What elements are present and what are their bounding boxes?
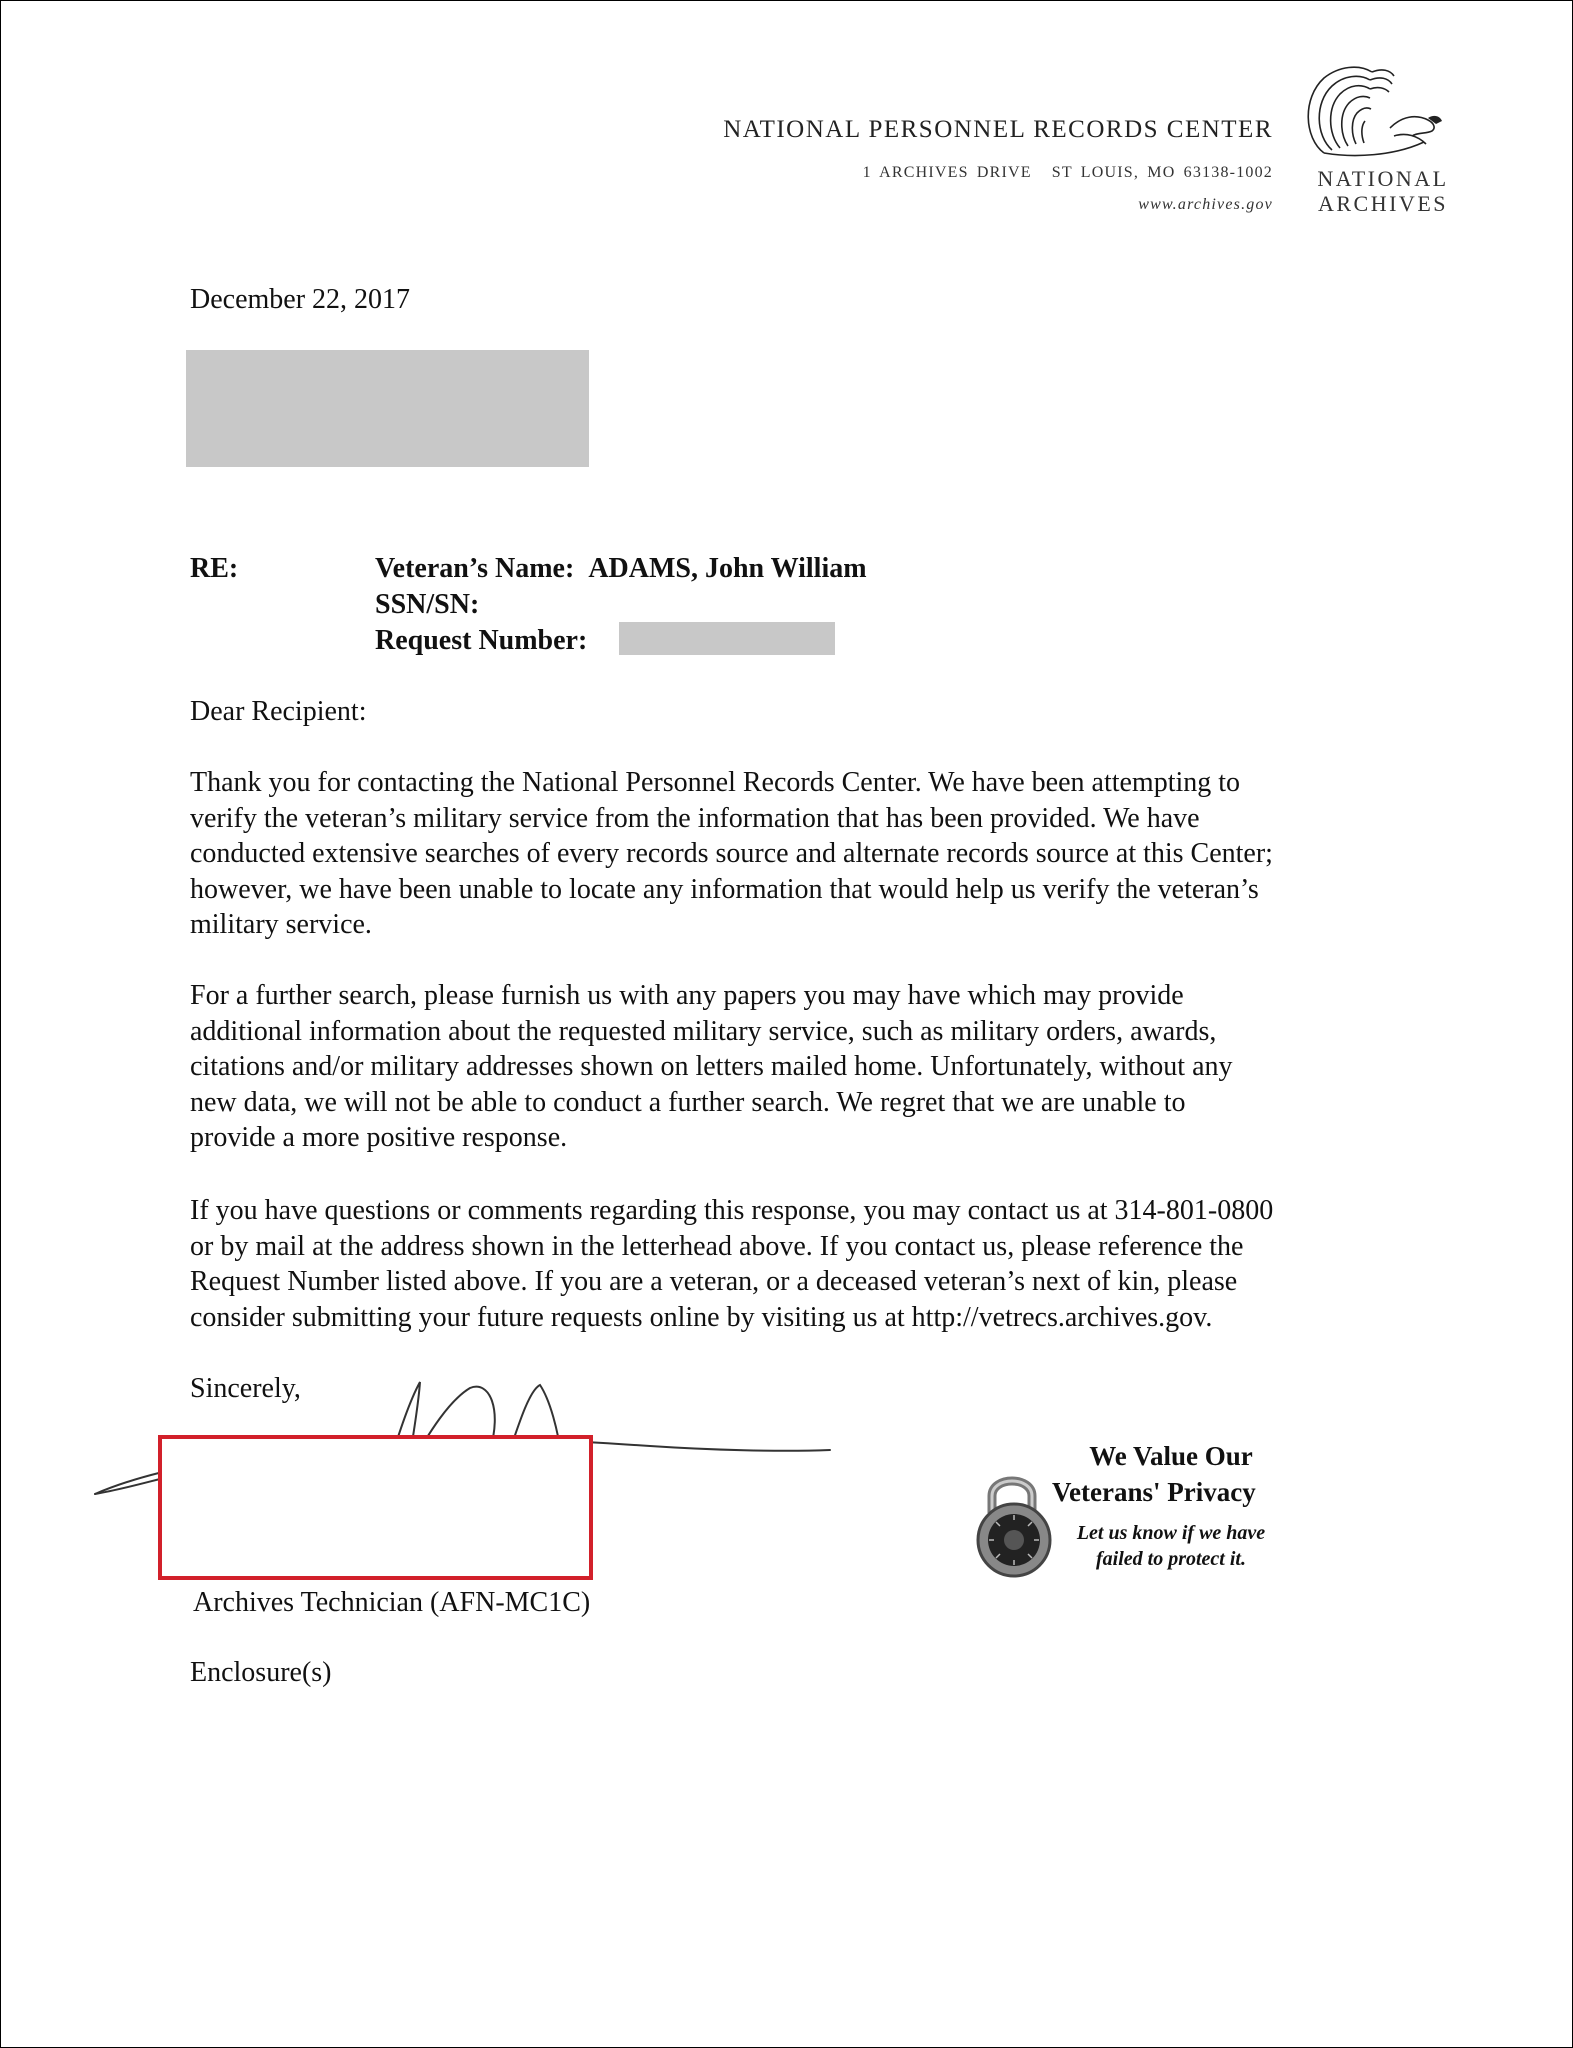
paragraph-line: new data, we will not be able to conduct a further search. We regret that we are unable to [190, 1086, 1186, 1118]
paragraph-2 [190, 978, 1233, 1156]
request-number-label: Request Number: [375, 625, 588, 656]
paragraph-line: provide a more positive response. [190, 1122, 568, 1153]
re-label: RE: [190, 553, 239, 584]
paragraph-line: Request Number listed above. If you are a veteran, or a deceased veteran’s next of kin, please [190, 1266, 1238, 1297]
redacted-recipient-address [186, 350, 589, 467]
wordmark-line2: ARCHIVES [1317, 191, 1448, 216]
paragraph-line: verify the veteran’s military service from the information that has been provided. We have [190, 802, 1200, 834]
signer-title: Archives Technician (AFN-MC1C) [193, 1587, 591, 1618]
paragraph-line: For a further search, please furnish us with any papers you may have which may provide [190, 980, 1184, 1011]
paragraph-line: If you have questions or comments regarding this response, you may contact us at 314-801-0800 [190, 1195, 1274, 1226]
paragraph-line: citations and/or military addresses shown on letters mailed home. Unfortunately, without any [190, 1051, 1233, 1082]
ssn-label: SSN/SN: [375, 589, 480, 620]
letter-date: December 22, 2017 [190, 284, 411, 315]
paragraph-3 [190, 1193, 1273, 1335]
paragraph-line: consider submitting your future requests online by visiting us at http://vetrecs.archives.gov. [190, 1301, 1213, 1333]
veteran-name-value: ADAMS, John William [588, 553, 867, 584]
letterhead-city: ST LOUIS, MO 63138-1002 [1051, 164, 1273, 181]
veteran-name-line [375, 551, 867, 587]
letterhead-org-name: NATIONAL PERSONNEL RECORDS CENTER [723, 116, 1273, 143]
privacy-title-line1: We Value Our [1089, 1441, 1253, 1471]
privacy-sub-line1: Let us know if we have [1076, 1522, 1266, 1544]
salutation: Dear Recipient: [190, 696, 367, 727]
signer-name-highlight-box [158, 1435, 593, 1580]
paragraph-line: military service. [190, 909, 372, 940]
letterhead-street: 1 ARCHIVES DRIVE [862, 164, 1032, 181]
letterhead-website: www.archives.gov [1138, 196, 1273, 213]
national-archives-eagle-logo [1294, 58, 1464, 168]
paragraph-line: additional information about the requested military service, such as military orders, awards, [190, 1015, 1217, 1047]
wordmark-line1: NATIONAL [1317, 166, 1449, 191]
paragraph-line: conducted extensive searches of every records source and alternate records source at this Center; [190, 838, 1273, 869]
privacy-title-line2: Veterans' Privacy [1052, 1477, 1256, 1507]
enclosure: Enclosure(s) [190, 1657, 332, 1688]
paragraph-line: however, we have been unable to locate any information that would help us verify the veteran’s [190, 873, 1259, 905]
padlock-icon [970, 1468, 1060, 1578]
veteran-name-label: Veteran’s Name: [375, 553, 575, 584]
paragraph-line: or by mail at the address shown in the letterhead above. If you contact us, please reference the [190, 1230, 1244, 1262]
redacted-request-number [619, 622, 835, 655]
privacy-badge [970, 1438, 1310, 1588]
letterhead-address [690, 164, 1273, 182]
paragraph-1 [190, 765, 1273, 943]
closing: Sincerely, [190, 1373, 301, 1404]
privacy-sub-line2: failed to protect it. [1096, 1548, 1246, 1570]
paragraph-line: Thank you for contacting the National Personnel Records Center. We have been attempting to [190, 767, 1241, 798]
national-archives-wordmark [1298, 166, 1468, 216]
